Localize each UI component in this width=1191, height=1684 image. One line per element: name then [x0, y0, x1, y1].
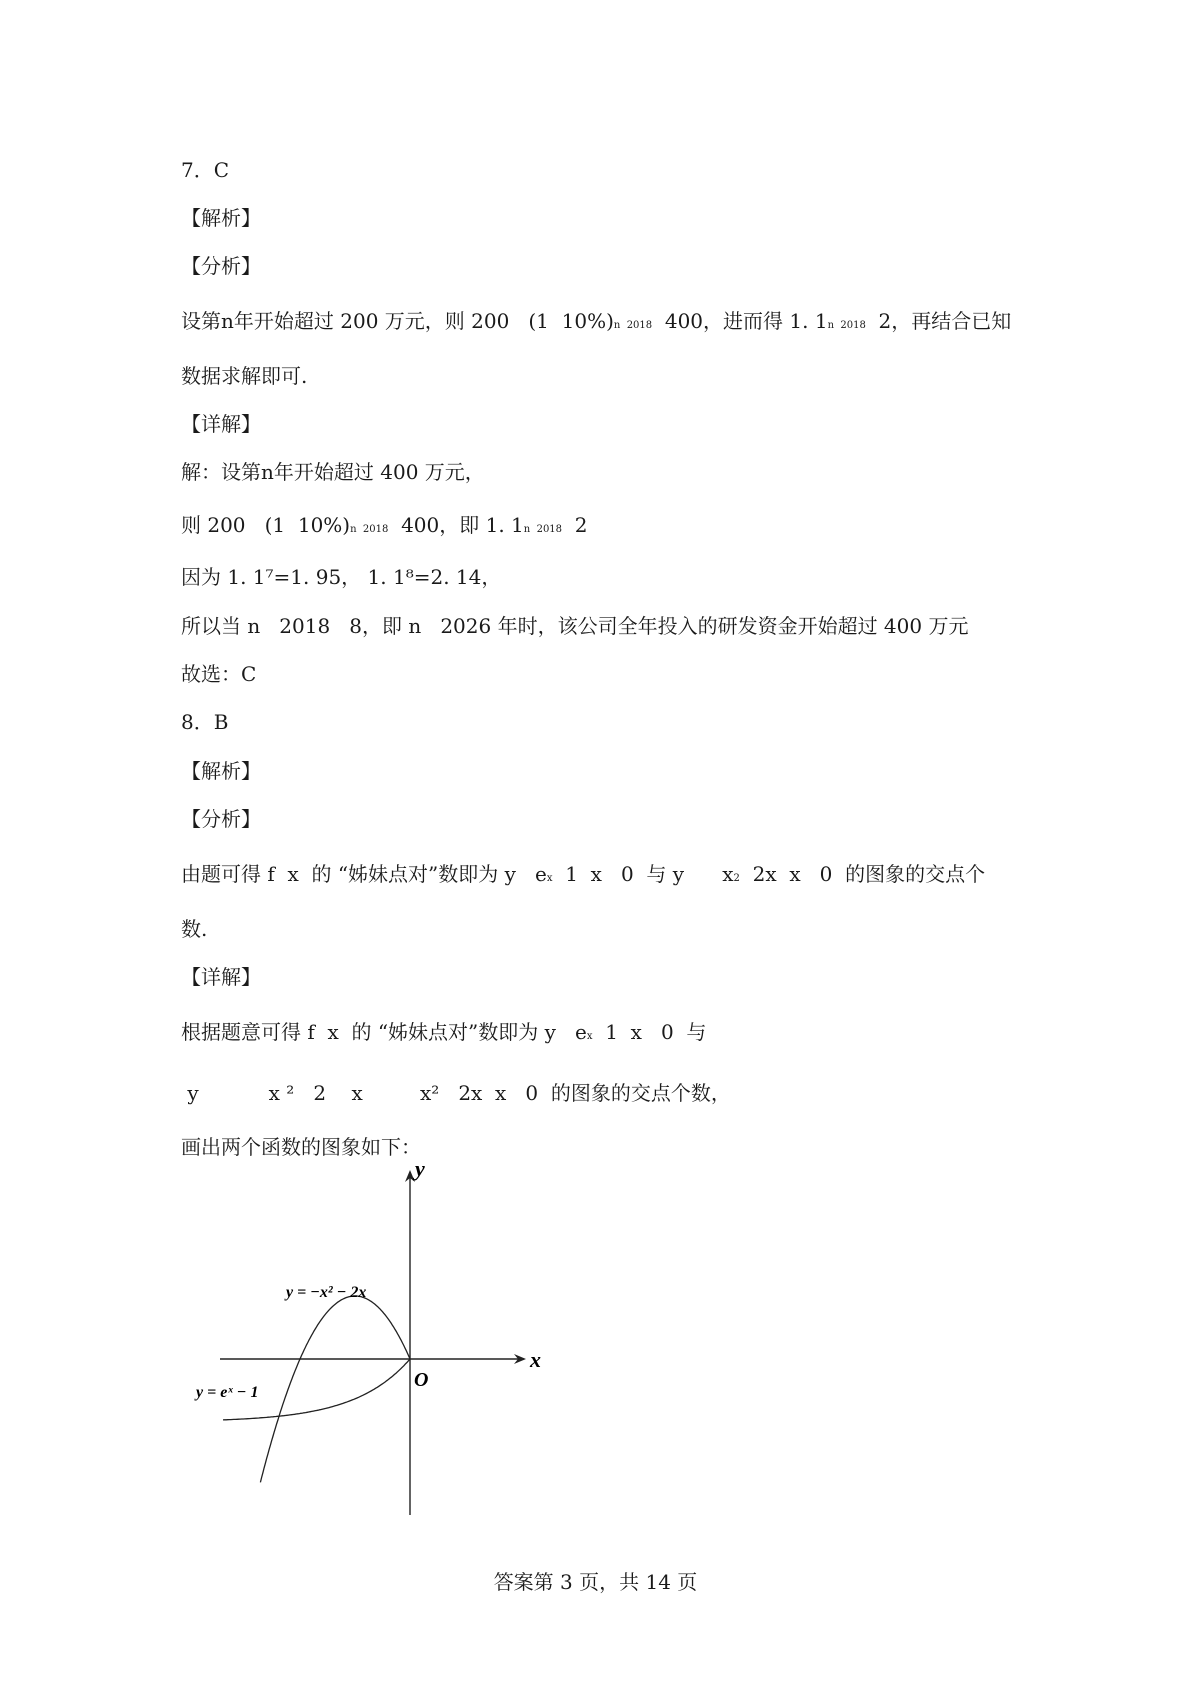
text: 1 x 0 与 y x [552, 862, 734, 886]
text: 400，即 1. 1 [388, 513, 524, 537]
q8-xiangjie-heading: 【详解】 [181, 965, 261, 989]
origin-label: O [414, 1369, 429, 1391]
exponent: x [586, 1031, 593, 1042]
function-graph [170, 1160, 570, 1530]
text: 由题可得 f x 的 “姊妹点对”数即为 y e [181, 862, 547, 886]
text: 400，进而得 1. 1 [652, 309, 828, 333]
q7-solution-line4: 所以当 n 2018 8，即 n 2026 年时，该公司全年投入的研发资金开始超过 400 万元 [181, 614, 969, 638]
q8-analysis-line1 [181, 861, 985, 892]
exponent: x [546, 873, 553, 884]
parabola-label: y = −x² − 2x [286, 1284, 367, 1301]
text: 设第 [181, 309, 221, 333]
q7-header: 7．C [181, 158, 230, 182]
text: 根据题意可得 f x 的 “姊妹点对”数即为 y e [181, 1020, 587, 1044]
q7-jiexi-heading: 【解析】 [181, 206, 261, 230]
text: 年开始超过 400 万元， [273, 460, 485, 484]
q8-solution-line2: y x ² 2 x x² 2x x 0 的图象的交点个数， [181, 1081, 731, 1105]
q7-solution-line2 [181, 512, 587, 543]
q8-solution-line1 [181, 1019, 706, 1050]
exponent: n 2018 [827, 320, 866, 331]
parabola-curve [260, 1296, 410, 1482]
exponent: n 2018 [613, 320, 653, 331]
q7-xiangjie-heading: 【详解】 [181, 412, 261, 436]
q7-solution-line3: 因为 1. 1⁷=1. 95， 1. 1⁸=2. 14， [181, 565, 502, 589]
exponent: 2 [733, 873, 740, 884]
exponential-label: y = eˣ − 1 [196, 1384, 259, 1401]
text: 1 x 0 与 [592, 1020, 707, 1044]
text: 2 [562, 513, 588, 537]
q8-fenxi-heading: 【分析】 [181, 807, 261, 831]
q7-analysis-line2: 数据求解即可. [181, 364, 308, 388]
q7-solution-line1 [181, 459, 485, 485]
text: 2，再结合已知 [865, 309, 1012, 333]
x-axis-label: x [530, 1347, 541, 1372]
q7-solution-line5: 故选：C [181, 662, 257, 686]
page-footer: 答案第 3 页，共 14 页 [493, 1570, 698, 1594]
q8-solution-line3: 画出两个函数的图象如下： [181, 1135, 421, 1159]
text: 年开始超过 200 万元，则 200 (1 10%) [233, 309, 614, 333]
var-n: n [261, 460, 274, 484]
exponent: n 2018 [523, 524, 563, 535]
y-axis-label: y [415, 1160, 425, 1181]
q7-fenxi-heading: 【分析】 [181, 254, 261, 278]
text: 则 200 (1 10%) [181, 513, 351, 537]
q8-jiexi-heading: 【解析】 [181, 759, 261, 783]
q8-header: 8．B [181, 710, 229, 734]
q8-analysis-line2: 数. [181, 917, 208, 941]
text: 解：设第 [181, 460, 261, 484]
text: 2x x 0 的图象的交点个 [739, 862, 986, 886]
exponent: n 2018 [350, 524, 389, 535]
q7-analysis-line1 [181, 308, 1011, 339]
var-n: n [221, 309, 234, 333]
